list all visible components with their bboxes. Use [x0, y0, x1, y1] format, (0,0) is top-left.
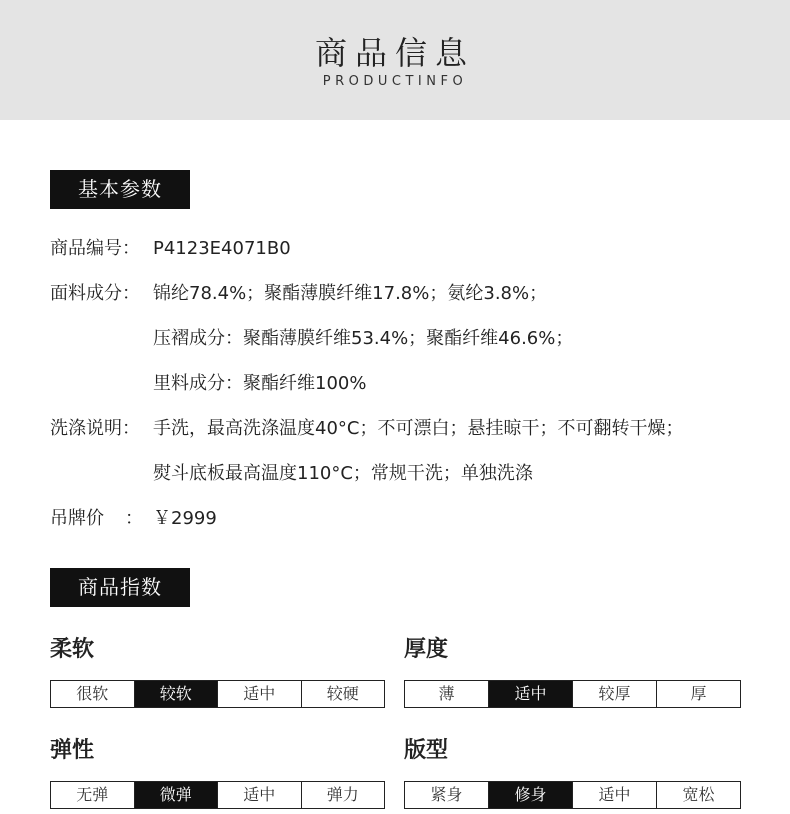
fabric-line-2: 压褶成分：聚酯薄膜纤维53.4%；聚酯纤维46.6%；: [153, 328, 574, 349]
wash-label: 洗涤说明：: [50, 418, 140, 439]
fit-option: 宽松: [682, 785, 715, 804]
fit-title: 版型: [404, 738, 449, 763]
thickness-option: 适中: [489, 681, 573, 707]
page-title: 商品信息: [314, 34, 475, 72]
softness-option: 较硬: [326, 684, 359, 703]
fit-option: 紧身: [405, 782, 489, 808]
price-colon: ：: [125, 508, 143, 529]
product-index-tag: 商品指数: [50, 568, 190, 607]
elasticity-option: 微弹: [135, 782, 219, 808]
softness-option: 较软: [135, 681, 219, 707]
thickness-title: 厚度: [404, 637, 449, 662]
wash-line-2: 熨斗底板最高温度110°C；常规干洗；单独洗涤: [153, 463, 533, 484]
thickness-option: 厚: [690, 684, 707, 703]
product-number-row: [50, 237, 291, 261]
softness-option: 很软: [51, 681, 135, 707]
elasticity-scale: [50, 781, 385, 809]
fabric-label: 面料成分：: [50, 283, 140, 304]
wash-line-1: 手洗，最高洗涤温度40°C；不可漂白；悬挂晾干；不可翻转干燥；: [153, 418, 684, 439]
fit-option: 适中: [573, 782, 657, 808]
basic-params-tag: 基本参数: [50, 170, 190, 209]
thickness-option: 较厚: [573, 681, 657, 707]
page-subtitle: PRODUCTINFO: [322, 74, 468, 89]
elasticity-option: 弹力: [326, 785, 359, 804]
wash-row: [50, 417, 683, 441]
softness-scale: [50, 680, 385, 708]
softness-option: 适中: [218, 681, 302, 707]
softness-title: 柔软: [50, 637, 95, 662]
price-value: ￥2999: [153, 508, 217, 529]
fit-scale: [404, 781, 741, 809]
fabric-row: [50, 282, 547, 306]
fit-option: 修身: [489, 782, 573, 808]
product-number-value: P4123E4071B0: [153, 238, 291, 259]
thickness-option: 薄: [405, 681, 489, 707]
elasticity-option: 无弹: [51, 782, 135, 808]
header-banner: [0, 0, 790, 120]
fabric-line-1: 锦纶78.4%；聚酯薄膜纤维17.8%；氨纶3.8%；: [153, 283, 548, 304]
thickness-scale: [404, 680, 741, 708]
price-row: [50, 507, 217, 531]
elasticity-title: 弹性: [50, 738, 95, 763]
price-label: 吊牌价: [50, 508, 104, 529]
fabric-line-3: 里料成分：聚酯纤维100%: [153, 373, 367, 394]
elasticity-option: 适中: [218, 782, 302, 808]
product-number-label: 商品编号：: [50, 238, 140, 259]
